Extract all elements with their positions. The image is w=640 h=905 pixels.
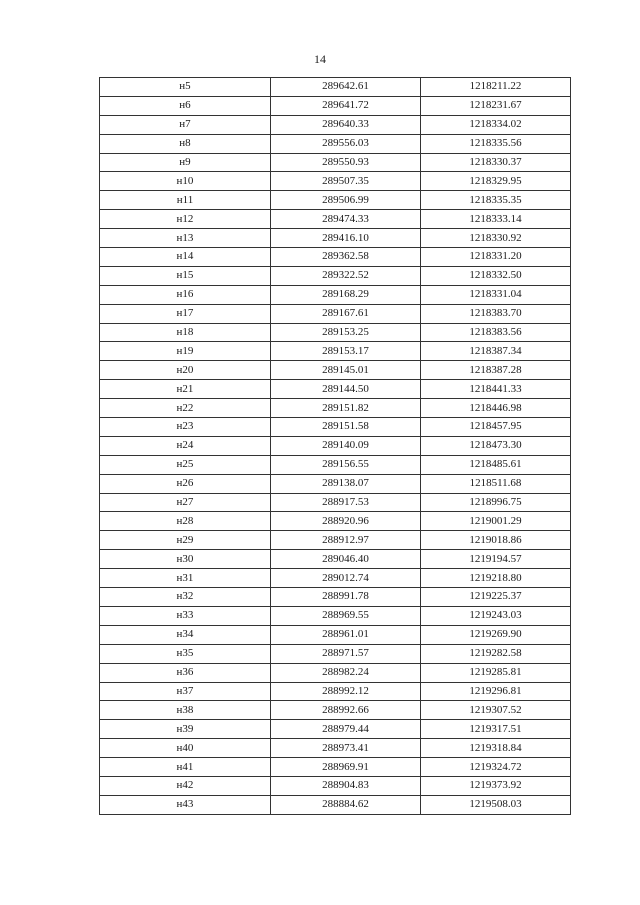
- x-coordinate-cell: 289507.35: [271, 172, 421, 191]
- table-row: [100, 153, 571, 172]
- y-coordinate-cell: 1219296.81: [421, 682, 571, 701]
- y-coordinate-cell: 1218511.68: [421, 474, 571, 493]
- y-coordinate-cell: 1218996.75: [421, 493, 571, 512]
- point-cell: н36: [100, 663, 271, 682]
- point-cell: н38: [100, 701, 271, 720]
- x-coordinate-cell: 288979.44: [271, 720, 421, 739]
- table-row: [100, 625, 571, 644]
- x-coordinate-cell: 289168.29: [271, 285, 421, 304]
- x-coordinate-cell: 288992.66: [271, 701, 421, 720]
- table-row: [100, 115, 571, 134]
- x-coordinate-cell: 289151.82: [271, 399, 421, 418]
- x-coordinate-cell: 288991.78: [271, 588, 421, 607]
- point-cell: н31: [100, 569, 271, 588]
- y-coordinate-cell: 1218383.70: [421, 304, 571, 323]
- x-coordinate-cell: 288971.57: [271, 644, 421, 663]
- x-coordinate-cell: 288961.01: [271, 625, 421, 644]
- x-coordinate-cell: 289641.72: [271, 96, 421, 115]
- table-row: [100, 739, 571, 758]
- table-row: [100, 644, 571, 663]
- point-cell: н16: [100, 285, 271, 304]
- x-coordinate-cell: 289416.10: [271, 229, 421, 248]
- table-row: [100, 323, 571, 342]
- table-row: [100, 550, 571, 569]
- table-row: [100, 701, 571, 720]
- x-coordinate-cell: 289322.52: [271, 266, 421, 285]
- y-coordinate-cell: 1219225.37: [421, 588, 571, 607]
- y-coordinate-cell: 1219317.51: [421, 720, 571, 739]
- x-coordinate-cell: 288982.24: [271, 663, 421, 682]
- point-cell: н11: [100, 191, 271, 210]
- x-coordinate-cell: 289640.33: [271, 115, 421, 134]
- table-row: [100, 342, 571, 361]
- table-row: [100, 606, 571, 625]
- table-row: [100, 588, 571, 607]
- x-coordinate-cell: 289145.01: [271, 361, 421, 380]
- point-cell: н14: [100, 248, 271, 267]
- x-coordinate-cell: 288920.96: [271, 512, 421, 531]
- point-cell: н40: [100, 739, 271, 758]
- x-coordinate-cell: 289153.17: [271, 342, 421, 361]
- x-coordinate-cell: 288912.97: [271, 531, 421, 550]
- point-cell: н34: [100, 625, 271, 644]
- x-coordinate-cell: 289167.61: [271, 304, 421, 323]
- y-coordinate-cell: 1219285.81: [421, 663, 571, 682]
- table-row: [100, 795, 571, 814]
- table-row: [100, 569, 571, 588]
- x-coordinate-cell: 288884.62: [271, 795, 421, 814]
- table-row: [100, 474, 571, 493]
- y-coordinate-cell: 1218330.92: [421, 229, 571, 248]
- table-row: [100, 720, 571, 739]
- y-coordinate-cell: 1218473.30: [421, 436, 571, 455]
- point-cell: н43: [100, 795, 271, 814]
- point-cell: н7: [100, 115, 271, 134]
- x-coordinate-cell: 288904.83: [271, 776, 421, 795]
- point-cell: н30: [100, 550, 271, 569]
- y-coordinate-cell: 1219018.86: [421, 531, 571, 550]
- x-coordinate-cell: 289046.40: [271, 550, 421, 569]
- point-cell: н8: [100, 134, 271, 153]
- y-coordinate-cell: 1219508.03: [421, 795, 571, 814]
- table-row: [100, 285, 571, 304]
- point-cell: н21: [100, 380, 271, 399]
- y-coordinate-cell: 1218331.20: [421, 248, 571, 267]
- table-row: [100, 418, 571, 437]
- x-coordinate-cell: 288969.91: [271, 758, 421, 777]
- table-row: [100, 776, 571, 795]
- y-coordinate-cell: 1218383.56: [421, 323, 571, 342]
- table-row: [100, 210, 571, 229]
- y-coordinate-cell: 1218335.35: [421, 191, 571, 210]
- y-coordinate-cell: 1219318.84: [421, 739, 571, 758]
- y-coordinate-cell: 1219307.52: [421, 701, 571, 720]
- table-row: [100, 531, 571, 550]
- point-cell: н13: [100, 229, 271, 248]
- point-cell: н35: [100, 644, 271, 663]
- y-coordinate-cell: 1219001.29: [421, 512, 571, 531]
- point-cell: н22: [100, 399, 271, 418]
- table-row: [100, 172, 571, 191]
- y-coordinate-cell: 1219218.80: [421, 569, 571, 588]
- point-cell: н12: [100, 210, 271, 229]
- y-coordinate-cell: 1219269.90: [421, 625, 571, 644]
- table-row: [100, 455, 571, 474]
- point-cell: н42: [100, 776, 271, 795]
- table-row: [100, 134, 571, 153]
- table-row: [100, 96, 571, 115]
- y-coordinate-cell: 1218387.28: [421, 361, 571, 380]
- table-row: [100, 191, 571, 210]
- table-row: [100, 78, 571, 97]
- x-coordinate-cell: 288992.12: [271, 682, 421, 701]
- table-row: [100, 248, 571, 267]
- y-coordinate-cell: 1218330.37: [421, 153, 571, 172]
- point-cell: н10: [100, 172, 271, 191]
- coordinates-table: [99, 77, 571, 815]
- y-coordinate-cell: 1218334.02: [421, 115, 571, 134]
- table-row: [100, 304, 571, 323]
- y-coordinate-cell: 1219243.03: [421, 606, 571, 625]
- y-coordinate-cell: 1218446.98: [421, 399, 571, 418]
- point-cell: н18: [100, 323, 271, 342]
- x-coordinate-cell: 289153.25: [271, 323, 421, 342]
- y-coordinate-cell: 1218331.04: [421, 285, 571, 304]
- table-row: [100, 229, 571, 248]
- x-coordinate-cell: 288917.53: [271, 493, 421, 512]
- x-coordinate-cell: 289362.58: [271, 248, 421, 267]
- point-cell: н9: [100, 153, 271, 172]
- point-cell: н27: [100, 493, 271, 512]
- x-coordinate-cell: 289506.99: [271, 191, 421, 210]
- page-number: 14: [314, 52, 326, 66]
- x-coordinate-cell: 289474.33: [271, 210, 421, 229]
- point-cell: н19: [100, 342, 271, 361]
- table-row: [100, 361, 571, 380]
- point-cell: н29: [100, 531, 271, 550]
- x-coordinate-cell: 289140.09: [271, 436, 421, 455]
- table-row: [100, 380, 571, 399]
- table-row: [100, 436, 571, 455]
- x-coordinate-cell: 289550.93: [271, 153, 421, 172]
- y-coordinate-cell: 1218333.14: [421, 210, 571, 229]
- y-coordinate-cell: 1218332.50: [421, 266, 571, 285]
- x-coordinate-cell: 289642.61: [271, 78, 421, 97]
- point-cell: н32: [100, 588, 271, 607]
- y-coordinate-cell: 1218485.61: [421, 455, 571, 474]
- y-coordinate-cell: 1218387.34: [421, 342, 571, 361]
- y-coordinate-cell: 1218335.56: [421, 134, 571, 153]
- table-row: [100, 682, 571, 701]
- coordinates-table-body: [100, 78, 571, 815]
- point-cell: н24: [100, 436, 271, 455]
- point-cell: н33: [100, 606, 271, 625]
- point-cell: н37: [100, 682, 271, 701]
- table-row: [100, 758, 571, 777]
- y-coordinate-cell: 1218441.33: [421, 380, 571, 399]
- x-coordinate-cell: 289138.07: [271, 474, 421, 493]
- x-coordinate-cell: 289144.50: [271, 380, 421, 399]
- y-coordinate-cell: 1218231.67: [421, 96, 571, 115]
- point-cell: н25: [100, 455, 271, 474]
- x-coordinate-cell: 289156.55: [271, 455, 421, 474]
- point-cell: н26: [100, 474, 271, 493]
- point-cell: н5: [100, 78, 271, 97]
- point-cell: н41: [100, 758, 271, 777]
- point-cell: н23: [100, 418, 271, 437]
- table-row: [100, 493, 571, 512]
- y-coordinate-cell: 1219282.58: [421, 644, 571, 663]
- x-coordinate-cell: 289556.03: [271, 134, 421, 153]
- x-coordinate-cell: 289151.58: [271, 418, 421, 437]
- table-row: [100, 663, 571, 682]
- point-cell: н17: [100, 304, 271, 323]
- y-coordinate-cell: 1218457.95: [421, 418, 571, 437]
- y-coordinate-cell: 1218329.95: [421, 172, 571, 191]
- y-coordinate-cell: 1219194.57: [421, 550, 571, 569]
- y-coordinate-cell: 1219373.92: [421, 776, 571, 795]
- x-coordinate-cell: 288969.55: [271, 606, 421, 625]
- point-cell: н15: [100, 266, 271, 285]
- point-cell: н6: [100, 96, 271, 115]
- y-coordinate-cell: 1218211.22: [421, 78, 571, 97]
- table-row: [100, 266, 571, 285]
- point-cell: н20: [100, 361, 271, 380]
- x-coordinate-cell: 289012.74: [271, 569, 421, 588]
- y-coordinate-cell: 1219324.72: [421, 758, 571, 777]
- point-cell: н28: [100, 512, 271, 531]
- table-row: [100, 399, 571, 418]
- x-coordinate-cell: 288973.41: [271, 739, 421, 758]
- point-cell: н39: [100, 720, 271, 739]
- table-row: [100, 512, 571, 531]
